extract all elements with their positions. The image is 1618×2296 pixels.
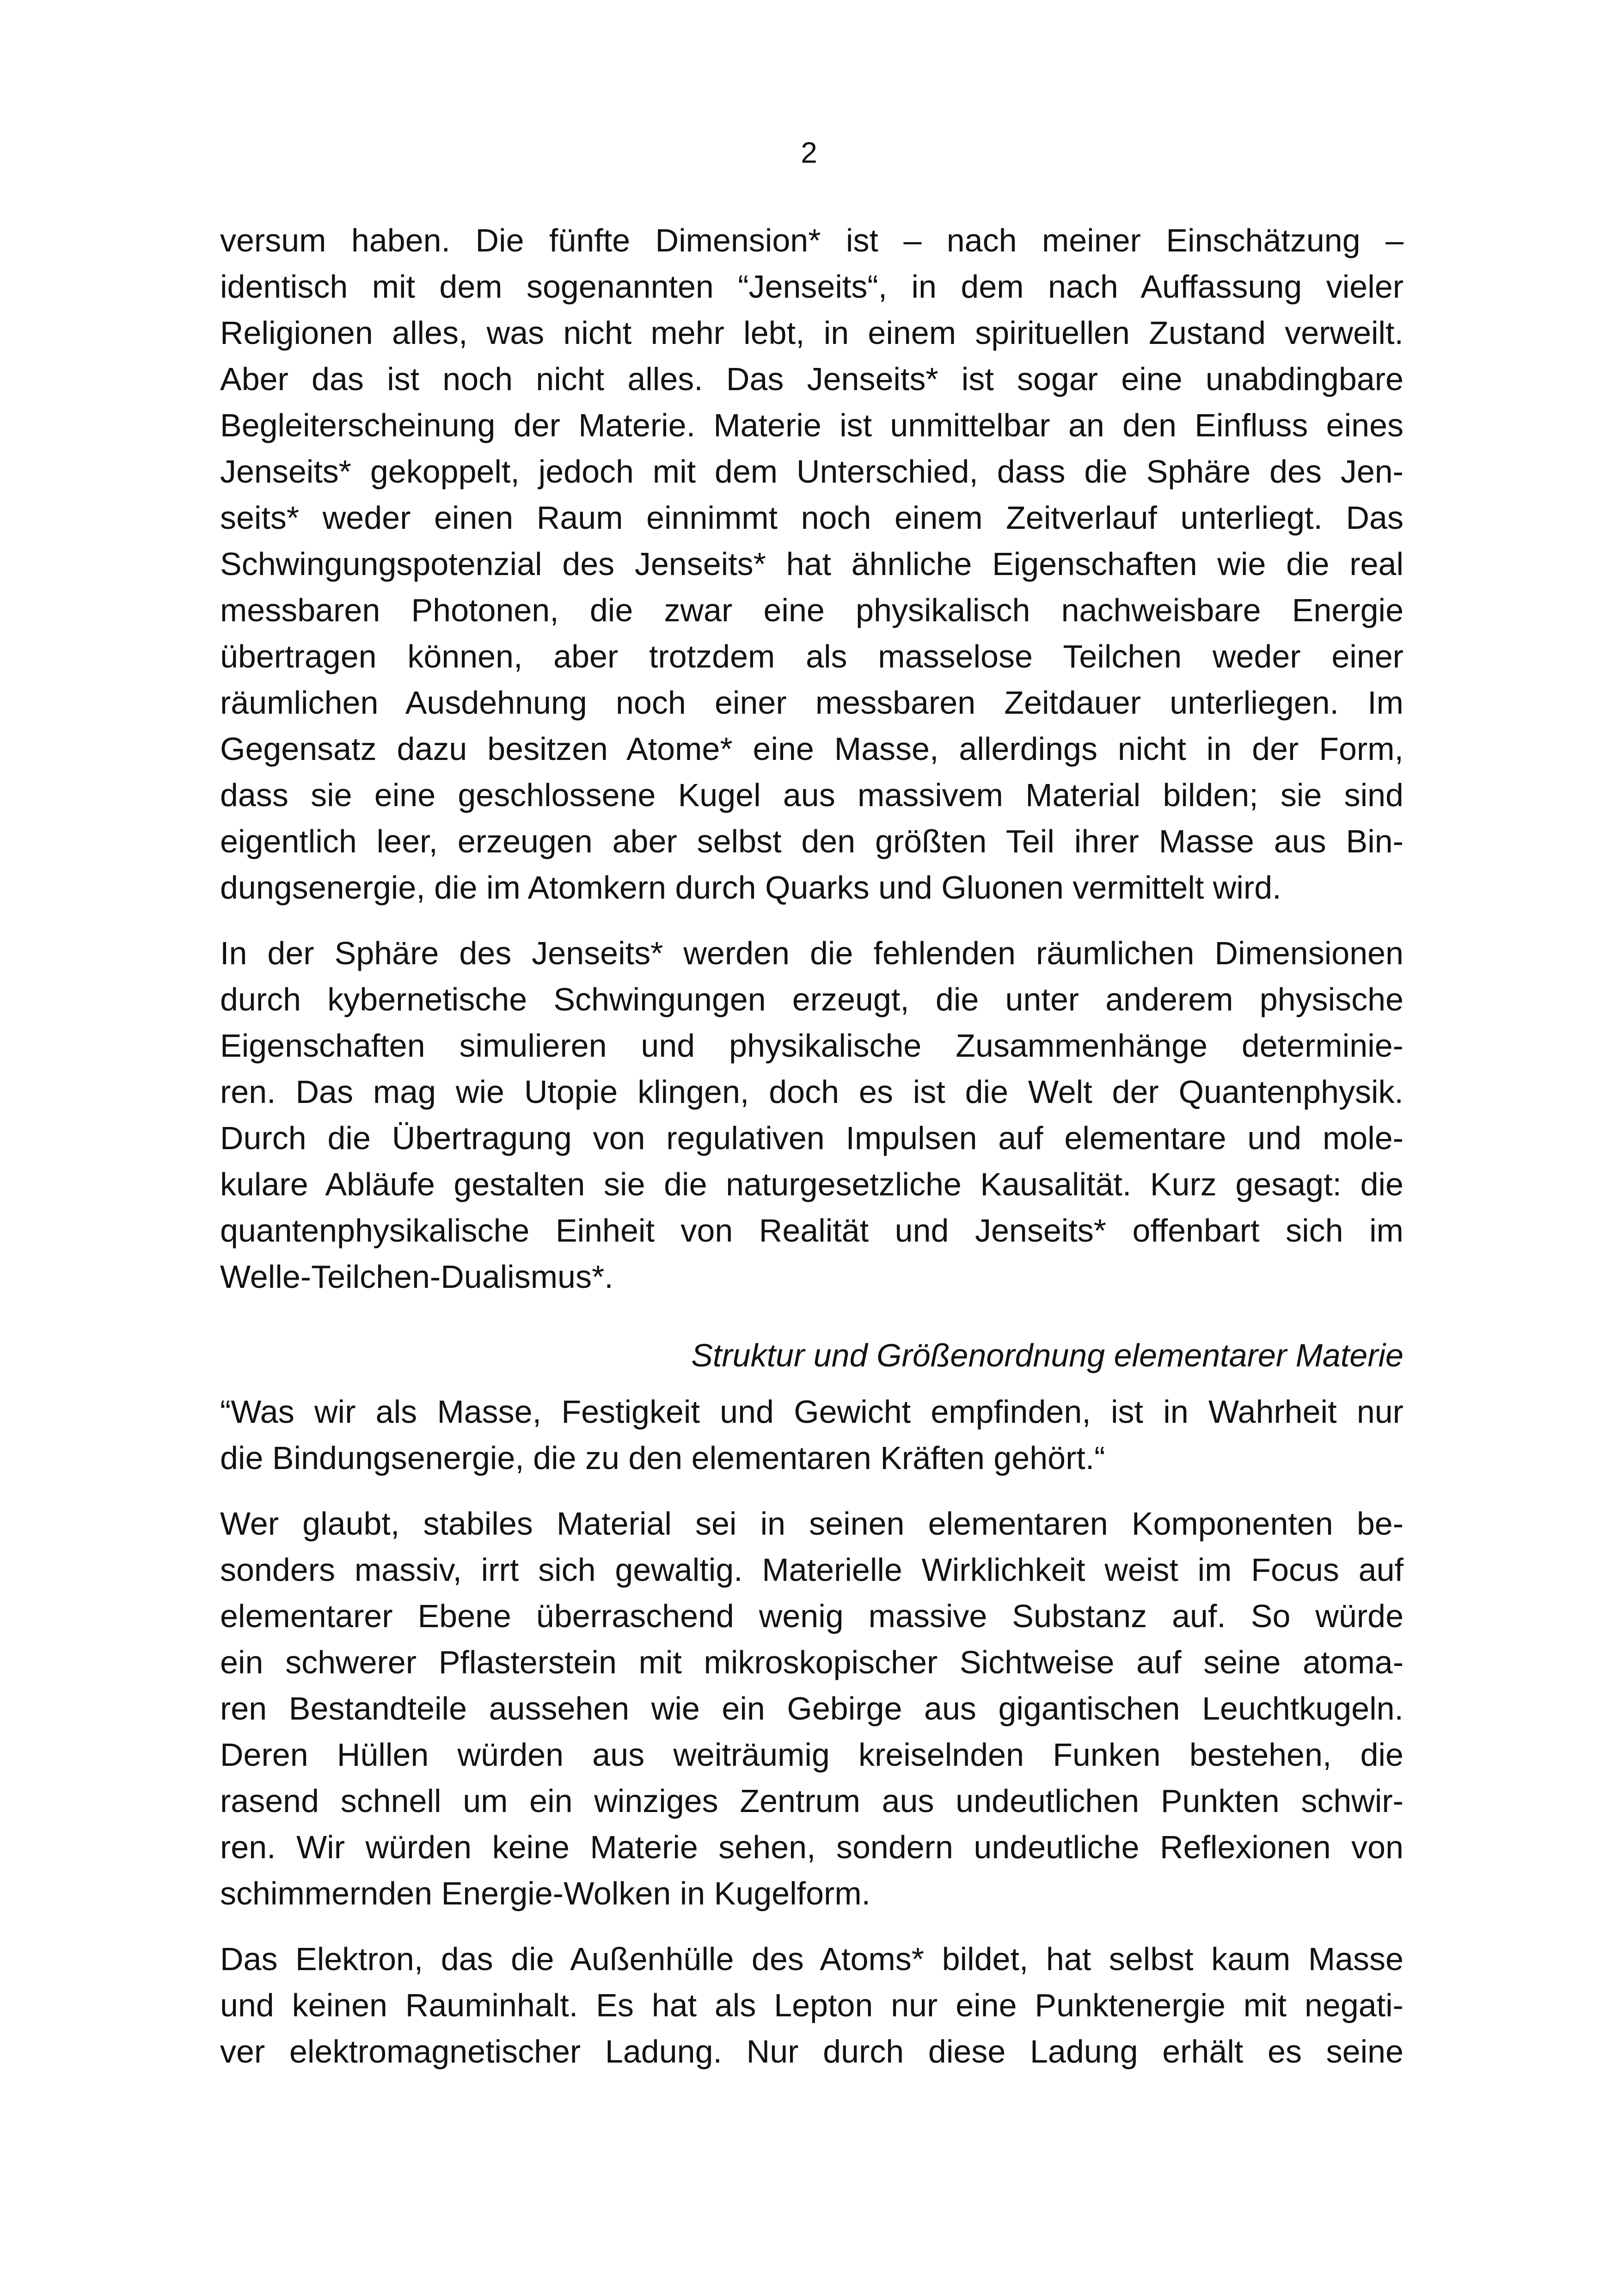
text-line: Welle-Teilchen-Dualismus*.: [220, 1259, 613, 1295]
text-line: und keinen Rauminhalt. Es hat als Lepton nur eine Punktenergie mit negati-: [220, 1987, 1403, 2023]
section-heading: Struktur und Größenordnung elementarer Materie: [691, 1337, 1403, 1373]
text-line: “Was wir als Masse, Festigkeit und Gewicht empfinden, ist in Wahrheit nur: [220, 1394, 1403, 1430]
text-line: schimmernden Energie-Wolken in Kugelform.: [220, 1875, 871, 1911]
text-line: versum haben. Die fünfte Dimension* ist – nach meiner Einschätzung –: [220, 222, 1403, 258]
text-line: Wer glaubt, stabiles Material sei in seinen elementaren Komponenten be-: [220, 1506, 1403, 1542]
page-number: 2: [801, 136, 817, 169]
text-line: Schwingungspotenzial des Jenseits* hat ähnliche Eigenschaften wie die real: [220, 546, 1403, 582]
paragraph-4: [220, 1500, 1403, 1916]
text-line: ren. Wir würden keine Materie sehen, sondern undeutliche Reflexionen von: [220, 1829, 1403, 1865]
text-line: Aber das ist noch nicht alles. Das Jenseits* ist sogar eine unabdingbare: [220, 361, 1403, 397]
text-line: ren. Das mag wie Utopie klingen, doch es ist die Welt der Quantenphysik.: [220, 1074, 1403, 1110]
text-line: elementarer Ebene überraschend wenig massive Substanz auf. So würde: [220, 1598, 1403, 1634]
text-line: ein schwerer Pflasterstein mit mikroskopischer Sichtweise auf seine atoma-: [220, 1644, 1403, 1680]
text-line: In der Sphäre des Jenseits* werden die fehlenden räumlichen Dimensionen: [220, 935, 1403, 971]
text-line: räumlichen Ausdehnung noch einer messbaren Zeitdauer unterliegen. Im: [220, 685, 1403, 721]
page-body: [220, 217, 1403, 2075]
text-line: ren Bestandteile aussehen wie ein Gebirge aus gigantischen Leuchtkugeln.: [220, 1690, 1403, 1727]
quote-paragraph: [220, 1389, 1403, 1481]
text-line: dungsenergie, die im Atomkern durch Quarks und Gluonen vermittelt wird.: [220, 869, 1281, 906]
paragraph-5: [220, 1936, 1403, 2075]
text-line: Gegensatz dazu besitzen Atome* eine Masse, allerdings nicht in der Form,: [220, 731, 1403, 767]
text-line: eigentlich leer, erzeugen aber selbst den größten Teil ihrer Masse aus Bin-: [220, 823, 1403, 859]
text-line: übertragen können, aber trotzdem als masselose Teilchen weder einer: [220, 638, 1403, 674]
text-line: identisch mit dem sogenannten “Jenseits“, in dem nach Auffassung vieler: [220, 269, 1403, 305]
text-line: rasend schnell um ein winziges Zentrum aus undeutlichen Punkten schwir-: [220, 1783, 1403, 1819]
paragraph-2: [220, 930, 1403, 1300]
text-line: ver elektromagnetischer Ladung. Nur durch diese Ladung erhält es seine: [220, 2033, 1403, 2069]
text-line: Jenseits* gekoppelt, jedoch mit dem Unterschied, dass die Sphäre des Jen-: [220, 453, 1403, 490]
text-line: durch kybernetische Schwingungen erzeugt, die unter anderem physische: [220, 981, 1403, 1017]
text-line: die Bindungsenergie, die zu den elementaren Kräften gehört.“: [220, 1440, 1105, 1476]
text-line: dass sie eine geschlossene Kugel aus massivem Material bilden; sie sind: [220, 777, 1403, 813]
text-line: Deren Hüllen würden aus weiträumig kreiselnden Funken bestehen, die: [220, 1737, 1403, 1773]
text-line: Das Elektron, das die Außenhülle des Atoms* bildet, hat selbst kaum Masse: [220, 1941, 1403, 1977]
text-line: Begleiterscheinung der Materie. Materie ist unmittelbar an den Einfluss eines: [220, 407, 1403, 443]
text-line: messbaren Photonen, die zwar eine physikalisch nachweisbare Energie: [220, 592, 1403, 628]
text-line: Religionen alles, was nicht mehr lebt, in einem spirituellen Zustand verweilt.: [220, 315, 1403, 351]
text-line: quantenphysikalische Einheit von Realität und Jenseits* offenbart sich im: [220, 1212, 1403, 1249]
text-line: seits* weder einen Raum einnimmt noch einem Zeitverlauf unterliegt. Das: [220, 500, 1403, 536]
text-line: Eigenschaften simulieren und physikalische Zusammenhänge determinie-: [220, 1028, 1403, 1064]
text-line: sonders massiv, irrt sich gewaltig. Materielle Wirklichkeit weist im Focus auf: [220, 1552, 1403, 1588]
paragraph-1: [220, 217, 1403, 911]
text-line: Durch die Übertragung von regulativen Impulsen auf elementare und mole-: [220, 1120, 1403, 1156]
text-line: kulare Abläufe gestalten sie die naturgesetzliche Kausalität. Kurz gesagt: die: [220, 1166, 1403, 1202]
